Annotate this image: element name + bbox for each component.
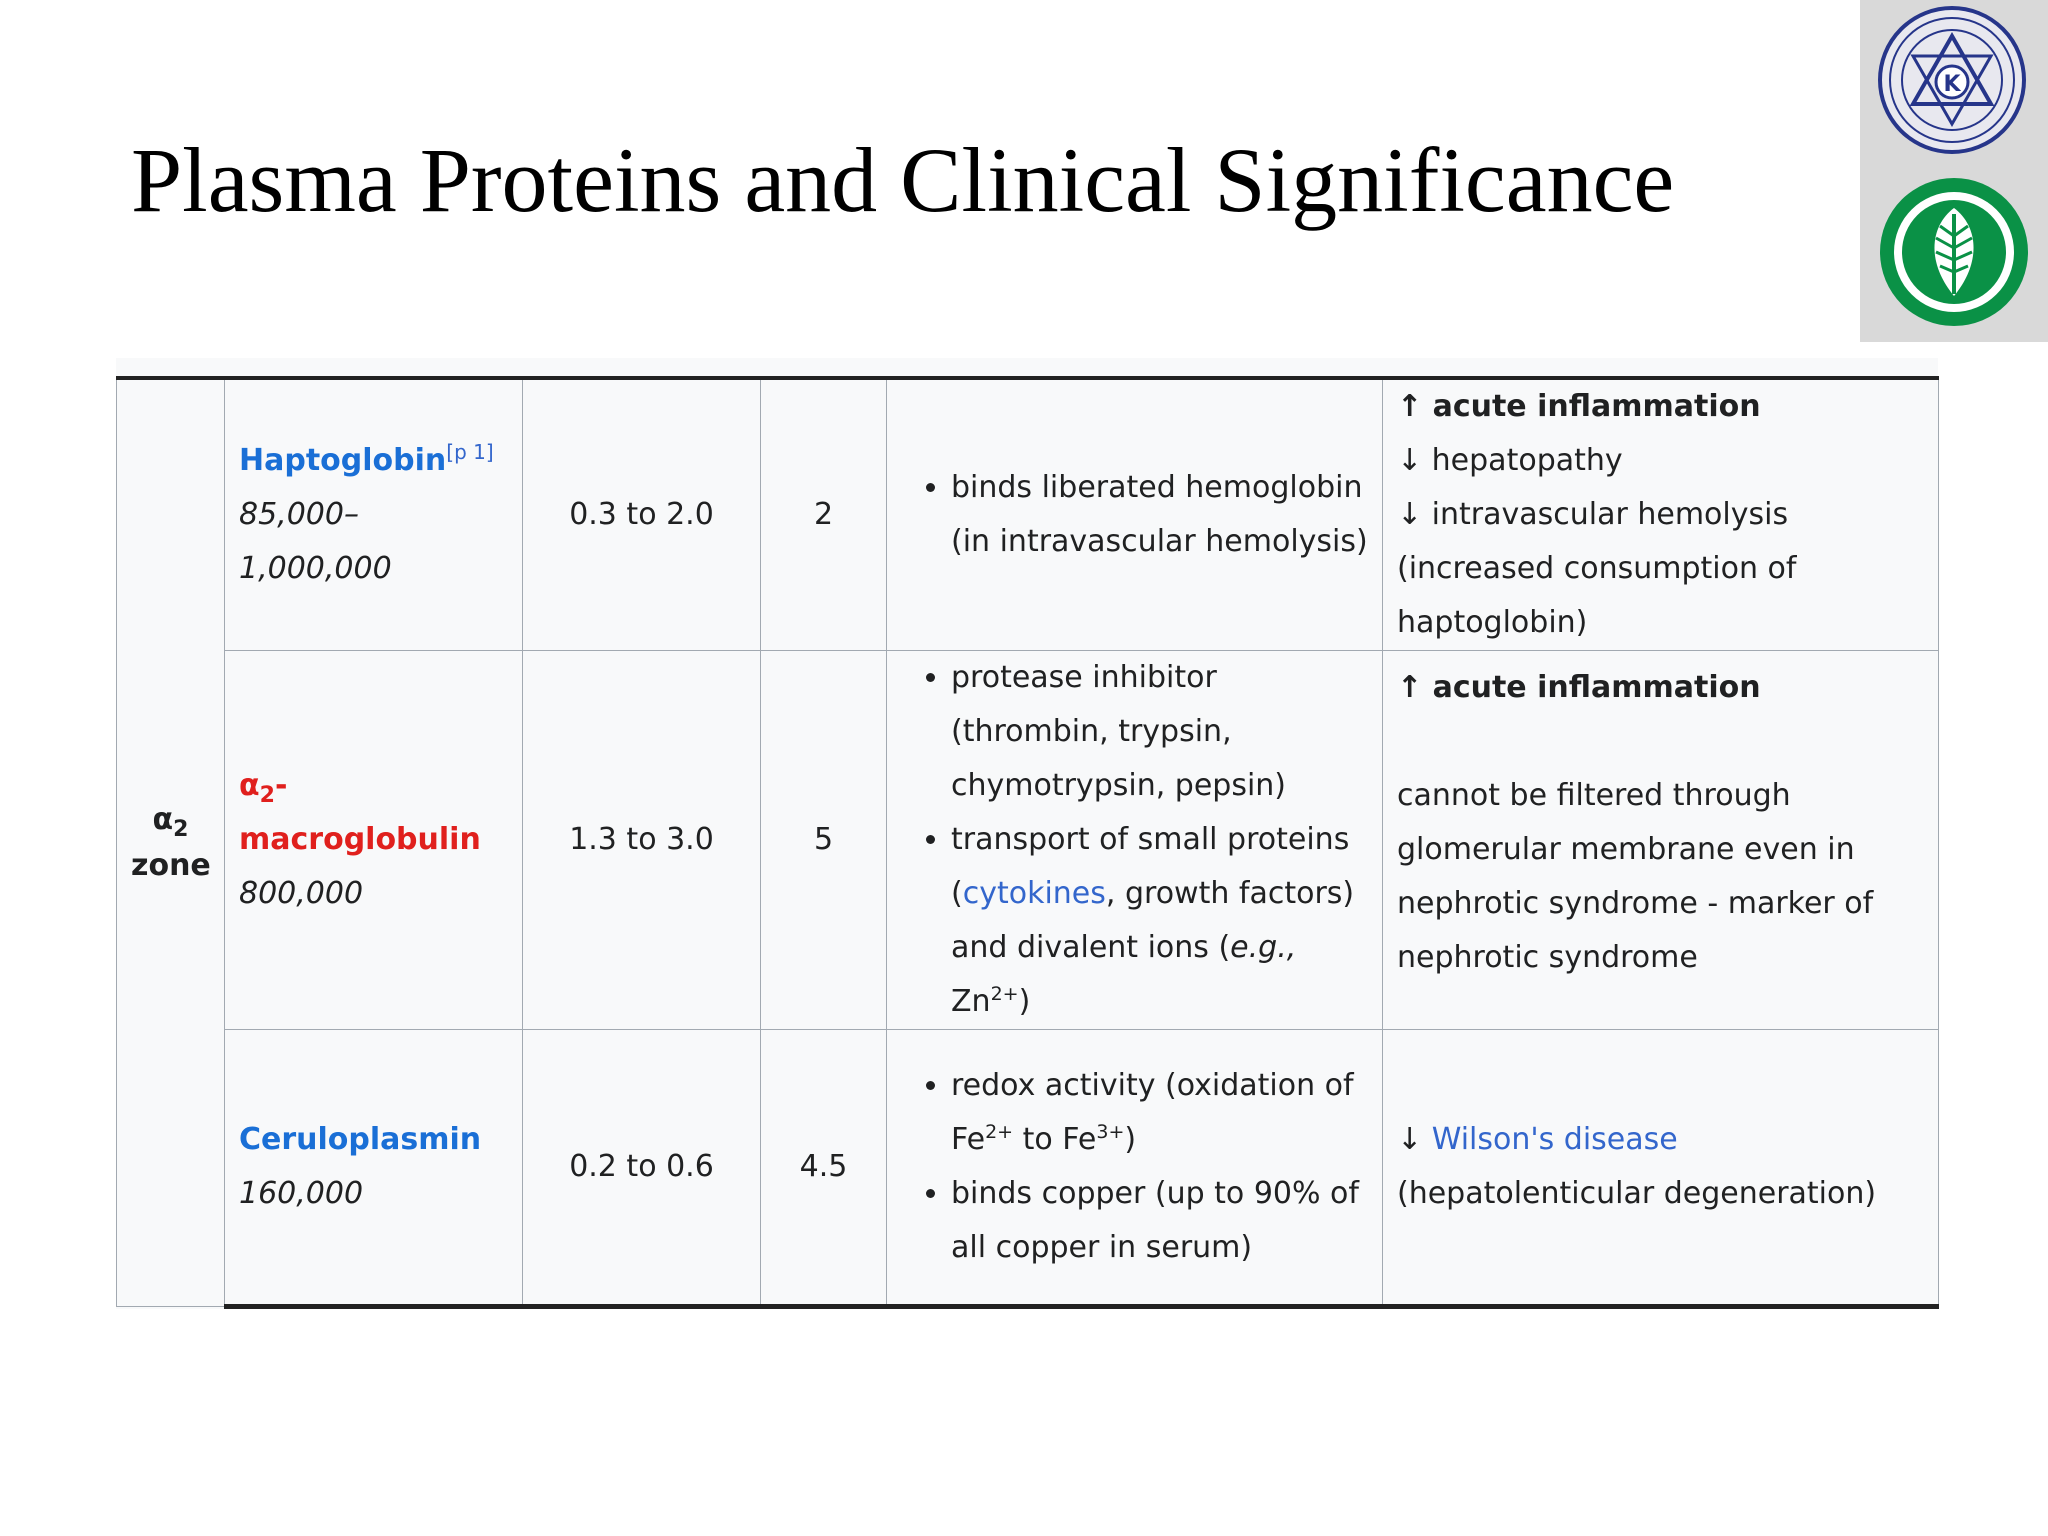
- protein-cell: [225, 1030, 523, 1307]
- molecular-weight: 160,000: [239, 1176, 364, 1211]
- range-cell: 1.3 to 3.0: [523, 651, 761, 1030]
- value-cell: 2: [761, 378, 887, 651]
- significance-cell: [1383, 378, 1939, 651]
- protein-link-ceruloplasmin[interactable]: Ceruloplasmin: [239, 1122, 482, 1157]
- zone-cell: $\alpha_2$ zone: [117, 378, 225, 1307]
- molecular-weight: 800,000: [239, 876, 364, 911]
- sig-up: ↑ acute inflammation: [1397, 389, 1761, 424]
- function-cell: [887, 651, 1383, 1030]
- reference-link[interactable]: [p 1]: [446, 440, 494, 464]
- value-cell: 4.5: [761, 1030, 887, 1307]
- cytokines-link[interactable]: cytokines: [962, 876, 1106, 911]
- table-row: [117, 651, 1939, 1030]
- list-item: • transport of small proteins (cytokines, growth factors) and divalent ions (e.g., $Zn^{2+}$): [951, 813, 1368, 1029]
- plasma-protein-table-region: [116, 358, 1938, 1272]
- wilsons-disease-link[interactable]: Wilson's disease: [1431, 1122, 1678, 1157]
- list-item: • binds liberated hemoglobin (in intravascular hemolysis): [951, 461, 1368, 569]
- list-item: • redox activity (oxidation of $Fe^{2+}$ to $Fe^{3+}$): [951, 1059, 1368, 1167]
- svg-text:K: K: [1943, 72, 1961, 97]
- sig-down: ↓ hepatopathy: [1397, 443, 1623, 478]
- protein-link-haptoglobin[interactable]: Haptoglobin: [239, 443, 447, 478]
- university-seal-icon: [1860, 0, 2048, 342]
- protein-link-macroglobulin[interactable]: $\alpha_2$-macroglobulin: [239, 768, 481, 857]
- sig-note: (hepatolenticular degeneration): [1397, 1176, 1877, 1211]
- sig-note: cannot be filtered through glomerular membrane even in nephrotic syndrome - marker of nephrotic syndrome: [1397, 778, 1874, 975]
- function-cell: [887, 1030, 1383, 1307]
- table-row: [117, 1030, 1939, 1307]
- sig-up: ↑ acute inflammation: [1397, 670, 1761, 705]
- list-item: • binds copper (up to 90% of all copper in serum): [951, 1167, 1368, 1275]
- significance-cell: ↓ Wilson's disease (hepatolenticular degeneration): [1383, 1030, 1939, 1307]
- slide-title: Plasma Proteins and Clinical Significance: [131, 129, 1675, 231]
- function-cell: [887, 378, 1383, 651]
- sig-down: ↓ intravascular hemolysis (increased consumption of haptoglobin): [1397, 497, 1797, 640]
- table-row: [117, 378, 1939, 651]
- list-item: • protease inhibitor (thrombin, trypsin, chymotrypsin, pepsin): [951, 651, 1368, 813]
- significance-cell: [1383, 651, 1939, 1030]
- range-cell: 0.2 to 0.6: [523, 1030, 761, 1307]
- plasma-protein-table: [116, 376, 1939, 1309]
- protein-cell: [225, 378, 523, 651]
- logo-panel: [1860, 0, 2048, 342]
- value-cell: 5: [761, 651, 887, 1030]
- protein-cell: [225, 651, 523, 1030]
- molecular-weight: 85,000–1,000,000: [239, 497, 392, 586]
- range-cell: 0.3 to 2.0: [523, 378, 761, 651]
